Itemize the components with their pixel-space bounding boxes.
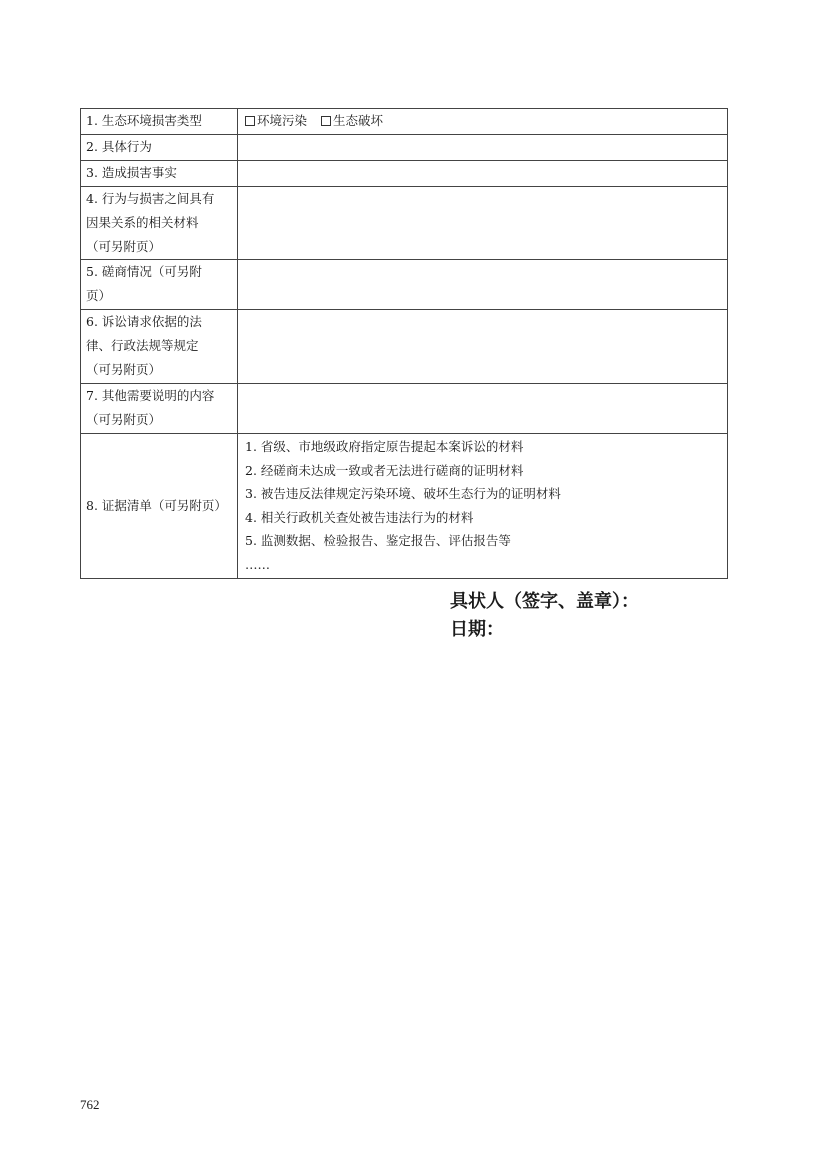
table-row-evidence-list bbox=[81, 434, 728, 579]
evidence-items bbox=[245, 434, 722, 578]
label-line: 4. 行为与损害之间具有 bbox=[86, 191, 215, 206]
option-environmental-pollution[interactable] bbox=[245, 109, 307, 133]
value-specific-behavior[interactable] bbox=[238, 135, 728, 161]
value-causality-materials[interactable] bbox=[238, 187, 728, 260]
label-specific-behavior bbox=[81, 135, 238, 161]
label-line: （可另附页） bbox=[86, 412, 162, 427]
checkbox-icon[interactable] bbox=[321, 116, 331, 126]
label-evidence-list bbox=[81, 434, 238, 579]
label-line: 页） bbox=[86, 288, 112, 303]
list-item: 1. 省级、市地级政府指定原告提起本案诉讼的材料 bbox=[245, 439, 524, 454]
date-label: 日期： bbox=[450, 619, 504, 640]
table-row-specific-behavior bbox=[81, 135, 728, 161]
list-item: 4. 相关行政机关查处被告违法行为的材料 bbox=[245, 509, 474, 525]
complaint-info-table bbox=[80, 108, 728, 579]
label-damage-type bbox=[81, 109, 238, 135]
label-line: 8. 证据清单（可另附页） bbox=[86, 498, 227, 513]
signature-block bbox=[450, 588, 639, 644]
option-label: 生态破坏 bbox=[333, 113, 384, 128]
label-line: 1. 生态环境损害类型 bbox=[86, 113, 202, 128]
list-item: 3. 被告违反法律规定污染环境、破坏生态行为的证明材料 bbox=[245, 486, 561, 502]
label-line: 2. 具体行为 bbox=[86, 139, 152, 154]
table-row-causality-materials bbox=[81, 187, 728, 260]
label-damage-facts bbox=[81, 161, 238, 187]
label-line: 3. 造成损害事实 bbox=[86, 165, 177, 180]
label-line: 6. 诉讼请求依据的法 bbox=[86, 314, 202, 329]
signer-label: 具状人（签字、盖章）： bbox=[450, 591, 639, 612]
damage-type-options bbox=[238, 109, 728, 135]
value-damage-facts[interactable] bbox=[238, 161, 728, 187]
table-row-damage-facts bbox=[81, 161, 728, 187]
table-row-other-content bbox=[81, 384, 728, 434]
table-row-legal-basis bbox=[81, 310, 728, 384]
label-line: （可另附页） bbox=[86, 239, 162, 254]
label-causality-materials bbox=[81, 187, 238, 260]
list-item: 2. 经磋商未达成一致或者无法进行磋商的证明材料 bbox=[245, 462, 524, 478]
list-item: 5. 监测数据、检验报告、鉴定报告、评估报告等 bbox=[245, 533, 511, 549]
label-legal-basis bbox=[81, 310, 238, 384]
value-other-content[interactable] bbox=[238, 384, 728, 434]
label-line: 5. 磋商情况（可另附 bbox=[86, 264, 202, 279]
checkbox-icon[interactable] bbox=[245, 116, 255, 126]
label-consultation bbox=[81, 260, 238, 310]
label-line: 7. 其他需要说明的内容 bbox=[86, 388, 215, 403]
table-row-consultation bbox=[81, 260, 728, 310]
option-ecological-damage[interactable] bbox=[321, 109, 383, 133]
label-other-content bbox=[81, 384, 238, 434]
table-row-damage-type bbox=[81, 109, 728, 135]
value-legal-basis[interactable] bbox=[238, 310, 728, 384]
label-line: （可另附页） bbox=[86, 362, 162, 377]
page-number: 762 bbox=[80, 1097, 100, 1112]
value-consultation[interactable] bbox=[238, 260, 728, 310]
option-label: 环境污染 bbox=[257, 113, 308, 128]
label-line: 律、行政法规等规定 bbox=[86, 338, 199, 353]
value-evidence-list[interactable] bbox=[238, 434, 728, 579]
list-item: …… bbox=[245, 556, 270, 572]
label-line: 因果关系的相关材料 bbox=[86, 215, 199, 230]
